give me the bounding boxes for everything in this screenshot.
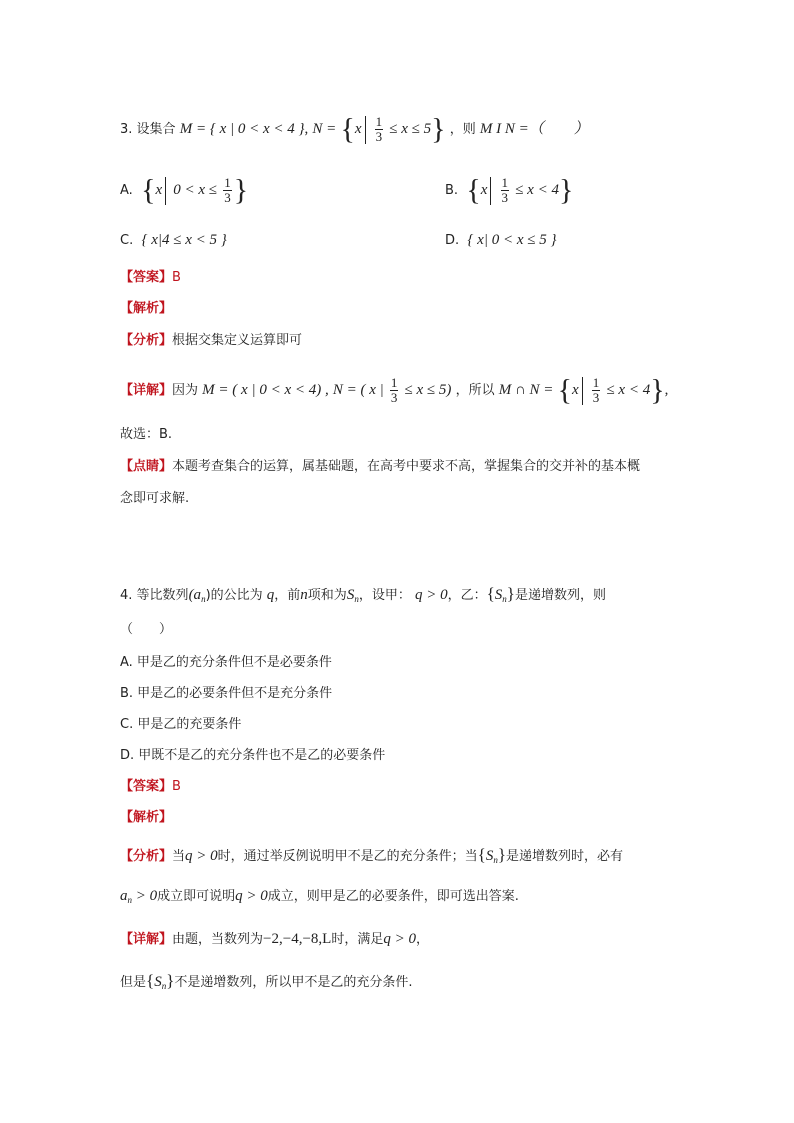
q3-frac: $\frac{1}{3}$ — [375, 114, 383, 144]
q4-stem: 4. 等比数列$(a_n)$的公比为 q，前n项和为$S_n$，设甲： q > 0，乙：$\{S_n\}$是递增数列，则 — [120, 584, 606, 604]
q3-stem: 3. 设集合 M = { x | 0 < x < 4 }, N = {x $\frac{1}{3}$ ≤ x ≤ 5} ，则 M I N =（ ） — [120, 112, 589, 146]
q3-fenxi-tag: 【分析】 — [120, 333, 173, 348]
q3-comment — [120, 457, 640, 477]
q3-detail-frac2: $\frac{1}{3}$ — [592, 375, 600, 405]
q3-opt-c-label: C. — [120, 233, 134, 248]
q3-fenxi — [120, 331, 302, 351]
q3-opt-b-right: ≤ x < 4 — [515, 182, 559, 198]
q3-comment-line1: 本题考查集合的运算，属基础题，在高考中要求不高，掌握集合的交并补的基本概 — [172, 459, 641, 474]
q3-opt-d: { x| 0 < x ≤ 5 } — [467, 232, 557, 248]
q3-detail-n-right: ≤ x ≤ 5) — [404, 382, 452, 398]
q4-answer-value: B — [172, 779, 181, 794]
q3-opt-a-frac: $\frac{1}{3}$ — [224, 175, 231, 205]
q3-answer-tag: 【答案】 — [120, 270, 173, 285]
q3-comment-tag: 【点睛】 — [120, 459, 173, 474]
q3-option-d — [445, 230, 556, 251]
q4-analysis-heading: 【解析】 — [120, 810, 173, 825]
q4-option-b: B. 甲是乙的必要条件但不是充分条件 — [120, 686, 333, 701]
q3-stem-prefix: 设集合 — [136, 122, 176, 137]
q3-opt-b-frac: $\frac{1}{3}$ — [501, 175, 509, 205]
q3-answer-value: B — [172, 270, 181, 285]
q4-blank: （ ） — [120, 622, 173, 637]
q3-opt-a-left: 0 < x ≤ — [173, 182, 218, 198]
q3-opt-d-label: D. — [445, 233, 460, 248]
q3-question: M I N =（ ） — [479, 121, 589, 137]
q3-detail-m: M = ( x | 0 < x < 4) , — [202, 382, 329, 398]
q3-detail-tag: 【详解】 — [120, 383, 173, 398]
q4-fenxi-line2: $a_n > 0$成立即可说明q > 0成立，则甲是乙的必要条件，即可选出答案. — [120, 888, 519, 905]
q3-comment-line2: 念即可求解. — [120, 491, 190, 506]
q4-option-d: D. 甲既不是乙的充分条件也不是乙的必要条件 — [120, 748, 386, 763]
q3-set-m: M = { x | 0 < x < 4 } — [179, 121, 305, 137]
q3-analysis-heading: 【解析】 — [120, 301, 173, 316]
q3-number: 3. — [120, 122, 133, 137]
q3-stem-suffix: ，则 — [449, 122, 476, 137]
q3-detail-mn: M ∩ N = — [498, 382, 554, 398]
q4-number: 4. — [120, 588, 133, 603]
q3-set-n-right: ≤ x ≤ 5 — [389, 121, 432, 137]
q4-fenxi: 【分析】当q > 0时，通过举反例说明甲不是乙的充分条件；当$\{S_n\}$是递增数列时，必有 — [120, 845, 624, 865]
q3-detail-frac: $\frac{1}{3}$ — [390, 375, 398, 405]
q4-answer — [120, 777, 181, 797]
q3-opt-c: { x|4 ≤ x < 5 } — [141, 232, 227, 248]
q3-detail: 【详解】因为 M = ( x | 0 < x < 4) , N = ( x | $\frac{1}{3}$ ≤ x ≤ 5) ，所以 M ∩ N = {x $\frac{1}{3}$ ≤ x < 4}, — [120, 373, 669, 407]
q3-opt-a-label: A. — [120, 183, 133, 198]
q3-fenxi-text: 根据交集定义运算即可 — [172, 333, 303, 348]
q3-option-a: A. {x 0 < x ≤ $\frac{1}{3}$ } — [120, 173, 249, 207]
q4-detail: 【详解】由题，当数列为−2,−4,−8,L时，满足q > 0， — [120, 931, 429, 947]
q3-conclusion: 故选：B. — [120, 427, 173, 442]
q4-option-c: C. 甲是乙的充要条件 — [120, 717, 242, 732]
q3-detail-result: ≤ x < 4 — [606, 382, 651, 398]
q4-last: 但是$\{S_n\}$不是递增数列，所以甲不是乙的充分条件. — [120, 971, 413, 991]
q4-option-a: A. 甲是乙的充分条件但不是必要条件 — [120, 655, 332, 670]
q4-answer-tag: 【答案】 — [120, 779, 173, 794]
q3-set-n-left: N = — [312, 121, 337, 137]
q4-fenxi-tag: 【分析】 — [120, 849, 173, 864]
q4-cond: q > 0 — [414, 587, 448, 603]
q4-detail-seq: −2,−4,−8,L — [263, 931, 332, 947]
q3-opt-b-label: B. — [445, 183, 459, 198]
q3-option-b: B. {x $\frac{1}{3}$ ≤ x < 4} — [445, 173, 574, 207]
q3-detail-n-left: N = ( x | — [332, 382, 384, 398]
q3-option-c — [120, 230, 227, 251]
q3-answer — [120, 268, 181, 288]
q4-detail-tag: 【详解】 — [120, 932, 173, 947]
